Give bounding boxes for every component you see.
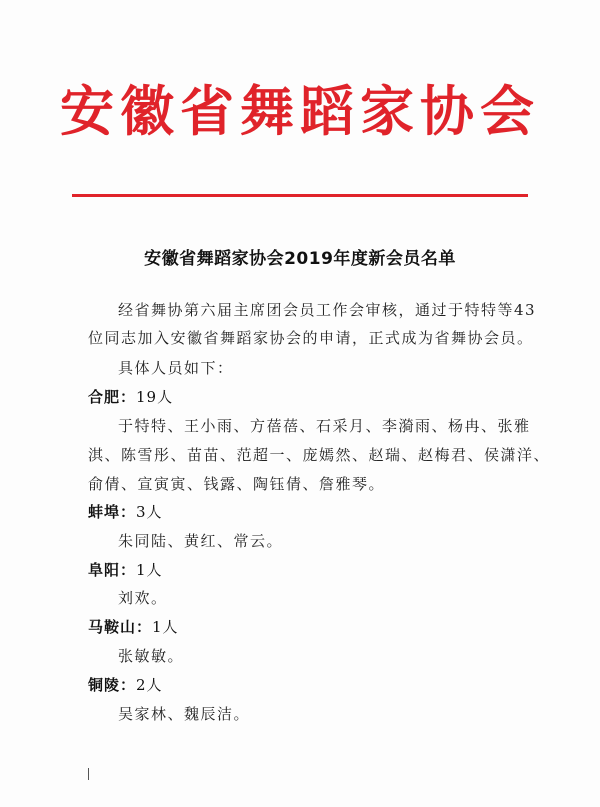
page-margin-mark bbox=[88, 768, 89, 780]
document-title: 安徽省舞蹈家协会2019年度新会员名单 bbox=[144, 249, 456, 269]
intro-line-2: 位同志加入安徽省舞蹈家协会的申请，正式成为省舞协会员。 bbox=[88, 329, 534, 347]
letterhead-title: 安徽省舞蹈家协会 bbox=[60, 79, 540, 143]
intro-line-1: 经省舞协第六届主席团会员工作会审核，通过于特特等43 bbox=[118, 301, 537, 319]
member-line: 朱同陆、黄红、常云。 bbox=[118, 532, 284, 550]
member-line: 张敏敏。 bbox=[118, 647, 185, 665]
member-line: 吴家林、魏辰洁。 bbox=[118, 705, 251, 723]
group-city: 合肥： bbox=[88, 388, 137, 406]
group-city: 蚌埠： bbox=[88, 503, 137, 521]
letterhead-red-rule bbox=[72, 194, 528, 197]
member-line: 俞倩、宣寅寅、钱露、陶钰倩、詹雅琴。 bbox=[88, 475, 386, 493]
member-line: 刘欢。 bbox=[118, 589, 168, 607]
group-city: 铜陵： bbox=[88, 676, 137, 694]
group-count: 1人 bbox=[152, 618, 179, 636]
group-count: 3人 bbox=[136, 503, 163, 521]
member-line: 淇、陈雪彤、苗苗、范超一、庞嫣然、赵瑞、赵梅君、侯潇洋、 bbox=[88, 446, 551, 464]
group-heading-tongling bbox=[88, 671, 163, 699]
group-heading-bengbu bbox=[88, 498, 163, 526]
group-heading-maanshan bbox=[88, 613, 179, 641]
intro-line-3: 具体人员如下： bbox=[118, 359, 234, 377]
member-line: 于特特、王小雨、方蓓蓓、石采月、李漪雨、杨冉、张雅 bbox=[118, 417, 531, 435]
group-city: 马鞍山： bbox=[88, 618, 153, 636]
group-count: 1人 bbox=[136, 561, 163, 579]
group-heading-hefei bbox=[88, 383, 173, 411]
group-heading-fuyang bbox=[88, 556, 163, 584]
group-count: 2人 bbox=[136, 676, 163, 694]
group-count: 19人 bbox=[136, 388, 174, 406]
group-city: 阜阳： bbox=[88, 561, 137, 579]
